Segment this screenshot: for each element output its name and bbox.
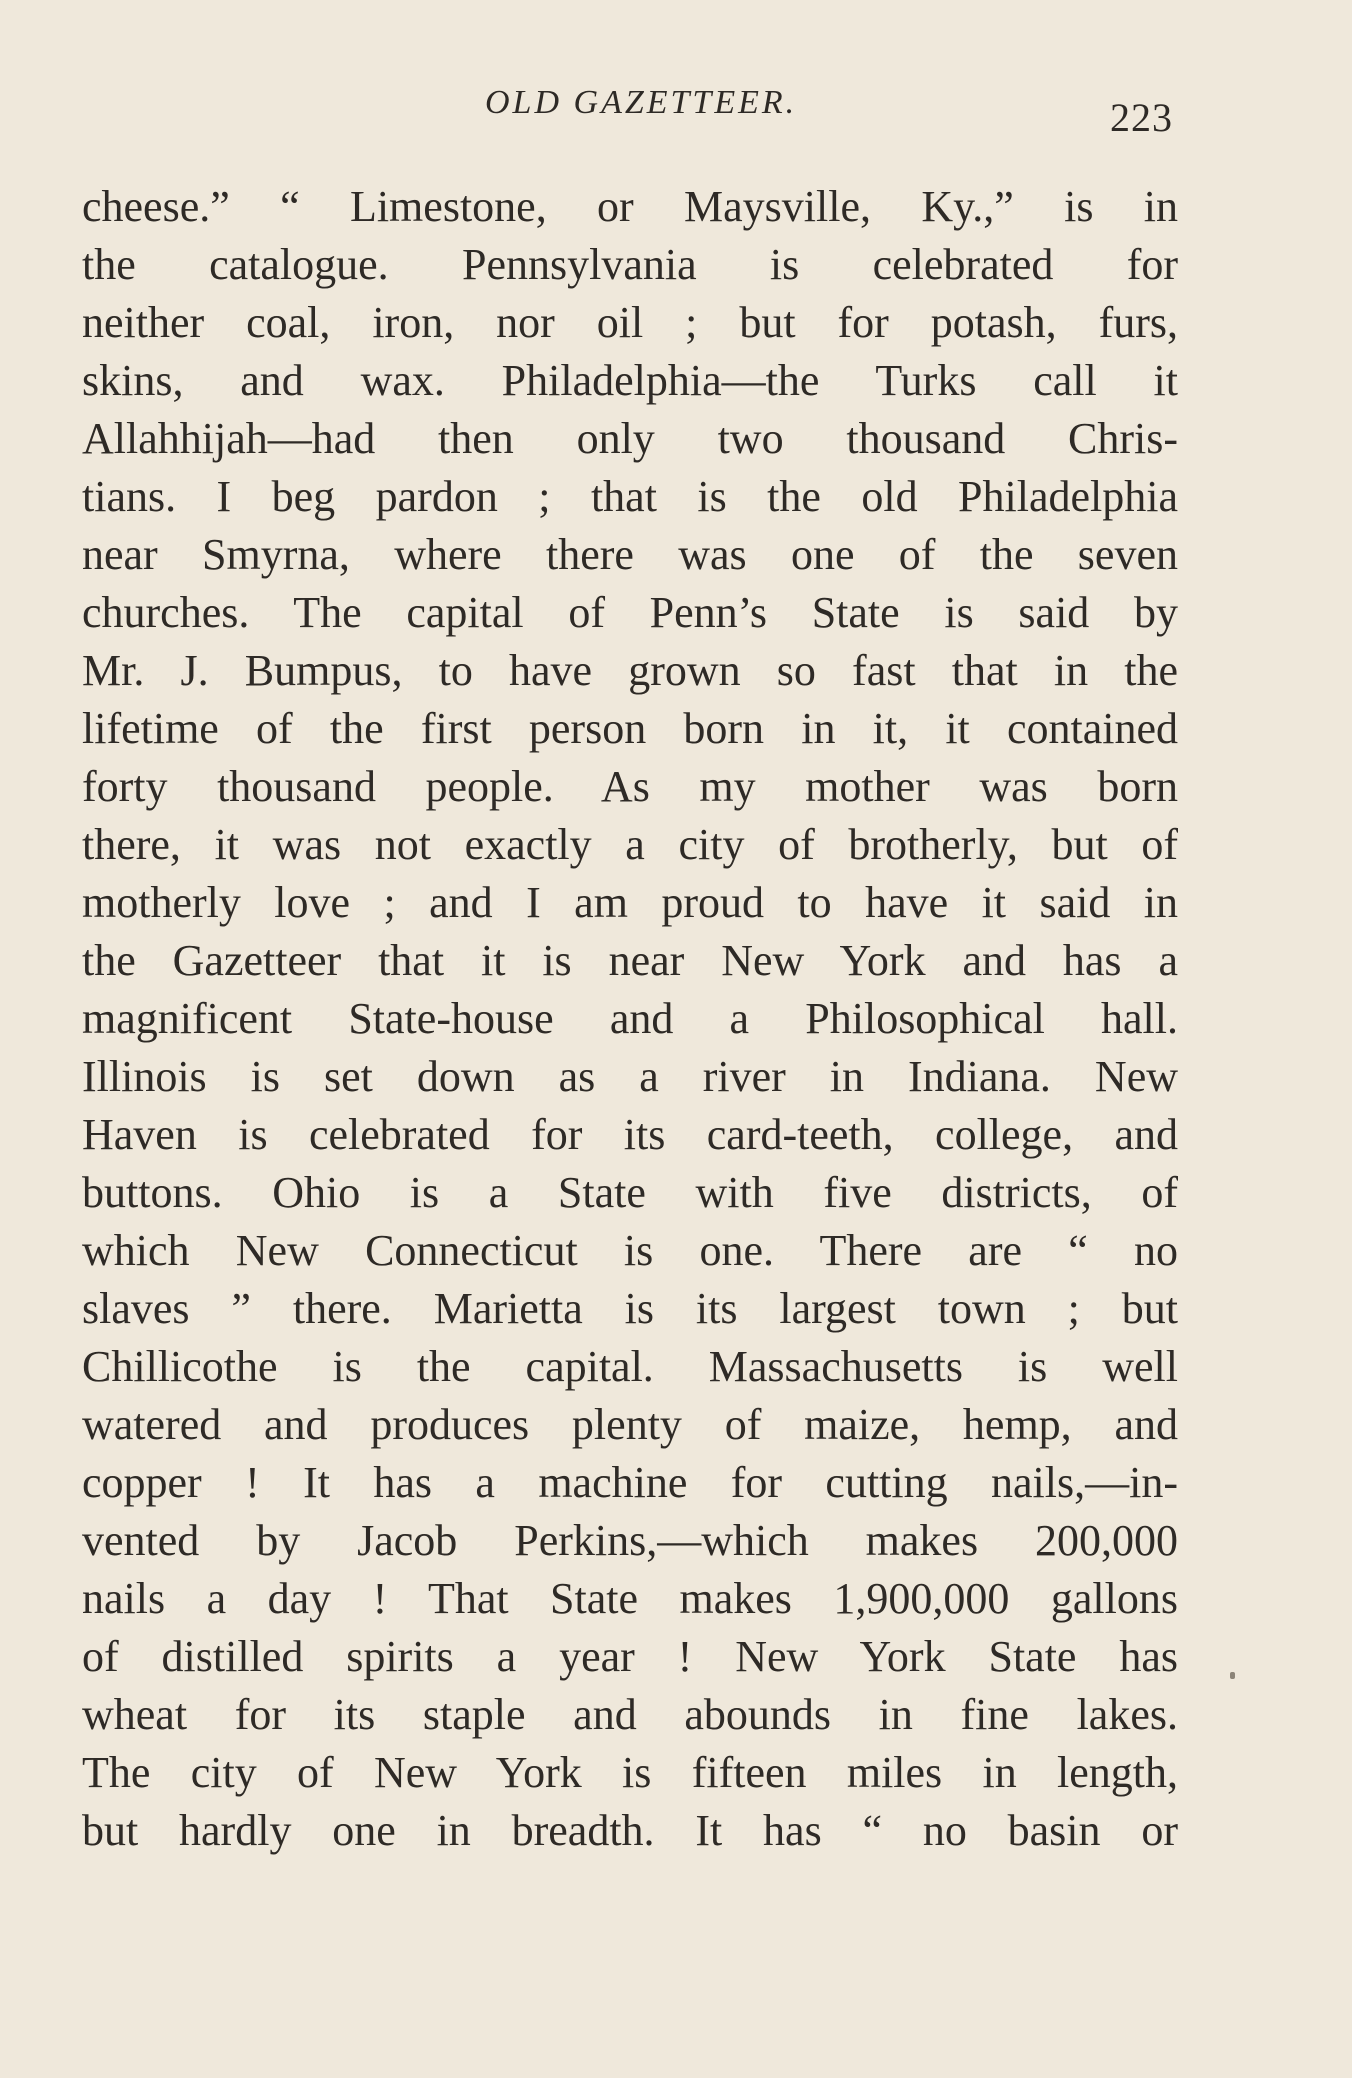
text-line: of distilled spirits a year ! New York State has — [82, 1632, 1178, 1681]
text-line: lifetime of the first person born in it, it contained — [82, 704, 1178, 753]
text-line: skins, and wax. Philadelphia—the Turks call it — [82, 356, 1178, 405]
text-line: the catalogue. Pennsylvania is celebrated for — [82, 240, 1178, 289]
text-line: The city of New York is fifteen miles in length, — [82, 1748, 1178, 1797]
text-line: Allahhijah—had then only two thousand Chris- — [82, 414, 1178, 463]
text-line: copper ! It has a machine for cutting nails,—in- — [82, 1458, 1178, 1507]
text-line: watered and produces plenty of maize, hemp, and — [82, 1400, 1178, 1449]
text-line: wheat for its staple and abounds in fine lakes. — [82, 1690, 1178, 1739]
text-line: churches. The capital of Penn’s State is said by — [82, 588, 1178, 637]
text-line: buttons. Ohio is a State with five districts, of — [82, 1168, 1178, 1217]
text-line: the Gazetteer that it is near New York and has a — [82, 936, 1178, 985]
text-line: motherly love ; and I am proud to have it said in — [82, 878, 1178, 927]
text-line: near Smyrna, where there was one of the seven — [82, 530, 1178, 579]
text-line: Haven is celebrated for its card-teeth, college, and — [82, 1110, 1178, 1159]
text-line: but hardly one in breadth. It has “ no basin or — [82, 1806, 1178, 1855]
text-line: cheese.” “ Limestone, or Maysville, Ky.,” is in — [82, 182, 1178, 231]
text-line: which New Connecticut is one. There are “ no — [82, 1226, 1178, 1275]
text-line: there, it was not exactly a city of brotherly, but of — [82, 820, 1178, 869]
text-line: Illinois is set down as a river in Indiana. New — [82, 1052, 1178, 1101]
text-line: forty thousand people. As my mother was born — [82, 762, 1178, 811]
text-line: magnificent State-house and a Philosophical hall. — [82, 994, 1178, 1043]
page-number: 223 — [1110, 95, 1173, 140]
text-line: slaves ” there. Marietta is its largest town ; but — [82, 1284, 1178, 1333]
text-line: neither coal, iron, nor oil ; but for potash, furs, — [82, 298, 1178, 347]
text-line: vented by Jacob Perkins,—which makes 200,000 — [82, 1516, 1178, 1565]
text-line: nails a day ! That State makes 1,900,000 gallons — [82, 1574, 1178, 1623]
text-line: tians. I beg pardon ; that is the old Philadelphia — [82, 472, 1178, 521]
paper-speck — [1230, 1672, 1235, 1679]
body-text — [82, 178, 1178, 1860]
text-line: Chillicothe is the capital. Massachusetts is well — [82, 1342, 1178, 1391]
running-title: OLD GAZETTEER. — [485, 84, 798, 121]
running-head — [0, 78, 1352, 138]
text-line: Mr. J. Bumpus, to have grown so fast that in the — [82, 646, 1178, 695]
